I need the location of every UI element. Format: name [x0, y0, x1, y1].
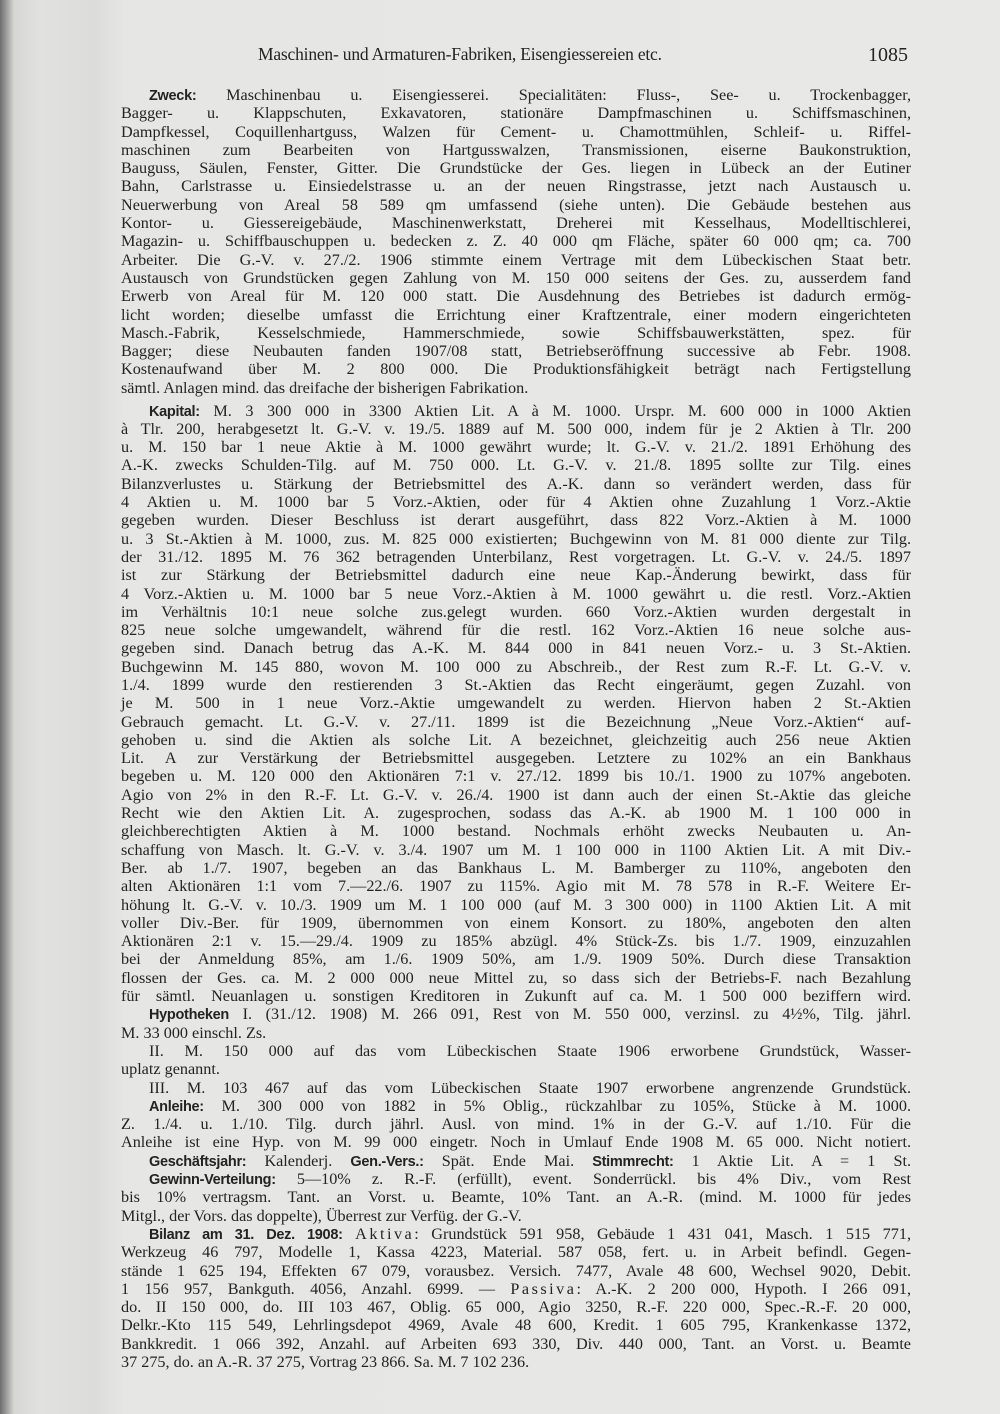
section-heading: Stimmrecht:: [592, 1153, 674, 1170]
text-segment: 1 Aktie Lit. A = 1 St.: [673, 1151, 911, 1170]
text-line: begeben u. M. 120 000 den Aktionären 7:1 v. 27./12. 1899 bis 10./1. 1900 zu 107% angeboten.: [121, 767, 911, 786]
text-line: uplatz genannt.: [121, 1060, 220, 1079]
text-segment: Kalenderj.: [246, 1151, 351, 1170]
section-heading: Gen.-Vers.:: [350, 1153, 424, 1170]
text-line: Delkr.-Kto 115 549, Lehrlingsdepot 4969, Avale 48 600, Kredit. 1 605 795, Krankenkasse 1372,: [121, 1316, 911, 1335]
spaced-label: Aktiva: [355, 1224, 415, 1243]
text-line: alten Aktionären 1:1 vom 7.—22./6. 1907 zu 115%. Agio mit M. 78 578 in R.-F. Weitere Er-: [121, 877, 911, 896]
section-heading: Gewinn-Verteilung:: [149, 1172, 276, 1189]
text-line: Agio von 2% in den R.-F. Lt. G.-V. v. 26./4. 1900 ist dann auch der einen St.-Aktie das gleiche: [121, 785, 911, 804]
text-line: [121, 86, 911, 104]
section-heading: Kapital:: [149, 403, 200, 420]
page-number: 1085: [868, 44, 908, 66]
text-line: flossen der Ges. ca. M. 2 000 000 neue Mittel zu, so dass sich der Betriebs-F. nach Bezahlung: [121, 968, 911, 987]
text-segment: Maschinenbau u. Eisengiesserei. Specialitäten: Fluss-, See- u. Trockenbagger,: [196, 86, 911, 104]
text-line: licht worden; dieselbe umfasst die Errichtung einer Kraftzentrale, einer modern eingerichteten: [121, 305, 911, 324]
text-line: Arbeiter. Die G.-V. v. 27./2. 1906 stimmte einem Vertrage mit dem Lübeckischen Staat betr.: [121, 250, 911, 269]
spaced-label: Passiva: [510, 1279, 577, 1298]
text-line: Bankkredit. 1 066 392, Anzahl. auf Arbeiten 693 330, Div. 440 000, Tant. an Vorst. u. Beamte: [121, 1334, 911, 1353]
text-line: u. 3 St.-Aktien à M. 1000, zus. M. 825 000 existierten; Buchgewinn von M. 81 000 diente zur Tilg.: [121, 529, 911, 548]
text-line: 37 275, do. an A.-R. 37 275, Vortrag 23 866. Sa. M. 7 102 236.: [121, 1352, 530, 1371]
text-segment: [343, 1225, 356, 1243]
text-line: [121, 1005, 911, 1023]
running-title: Maschinen- und Armaturen-Fabriken, Eisengiessereien etc.: [258, 44, 662, 64]
text-line: bei der Anmeldung 85%, am 1./6. 1909 50%, am 1./9. 1909 50%. Durch diese Transaktion: [121, 950, 911, 969]
text-line: III. M. 103 467 auf das vom Lübeckischen Staate 1907 erworbene angrenzende Grundstück.: [149, 1078, 911, 1097]
text-line: Bilanzverlustes u. Stärkung der Betriebsmittel des A.-K. dann so verändert werden, dass für: [121, 474, 911, 493]
text-line: Z. 1./4. u. 1./10. Tilg. durch jährl. Ausl. von mind. 1% in der G.-V. auf 1./10. Für die: [121, 1115, 911, 1134]
text-line: sämtl. Anlagen mind. das dreifache der bisherigen Fabrikation.: [121, 378, 529, 397]
text-line: Masch.-Fabrik, Kesselschmiede, Hammerschmiede, sowie Schiffsbauwerkstätten, spez. für: [121, 323, 911, 342]
text-segment: 5—10% z. R.-F. (erfüllt), event. Sonderrückl. bis 4% Div., vom Rest: [275, 1170, 911, 1189]
text-line: u. M. 150 bar 1 neue Aktie à M. 1000 gewährt wurde; lt. G.-V. v. 21./2. 1891 Erhöhung des: [121, 438, 911, 457]
text-line: Kostenaufwand über M. 2 800 000. Die Produktionsfähigkeit beträgt nach Fertigstellung: [121, 360, 911, 379]
text-segment: 1 156 957, Bankguth. 4056, Anzahl. 6999. —: [121, 1279, 511, 1298]
text-line: Bagger- u. Klappschuten, Exkavatoren, stationäre Dampfmaschinen u. Schiffsmaschinen,: [121, 104, 911, 123]
text-segment: : A.-K. 2 200 000, Hypoth. I 266 091,: [576, 1279, 911, 1298]
text-line: M. 33 000 einschl. Zs.: [121, 1023, 267, 1042]
section-heading: Anleihe:: [149, 1098, 204, 1115]
text-line: für sämtl. Neuanlagen u. sonstigen Kreditoren in Zukunft auf ca. M. 1 500 000 beziffern wird.: [121, 987, 911, 1006]
text-line: 825 neue solche umgewandelt, während für die restl. 162 Vorz.-Aktien 16 neue solche aus-: [121, 621, 911, 640]
text-line: [121, 1097, 911, 1115]
section-heading: Geschäftsjahr:: [149, 1153, 247, 1170]
text-line: Aktionären 2:1 v. 15.—29./4. 1909 zu 185% abzügl. 4% Stück-Zs. bis 1./7. 1909, einzuzahlen: [121, 932, 911, 951]
text-line: Bauguss, Säulen, Fenster, Gitter. Die Grundstücke der Ges. liegen in Lübeck an der Eutiner: [121, 159, 911, 178]
text-line: [121, 1170, 911, 1188]
text-line: Gebrauch gemacht. Lt. G.-V. v. 27./11. 1899 ist die Bezeichnung „Neue Vorz.-Aktien“ auf-: [121, 712, 911, 731]
text-line: Austausch von Grundstücken gegen Zahlung von M. 150 000 seitens der Ges. zu, ausserdem fand: [121, 268, 911, 287]
section-heading: Zweck:: [149, 88, 197, 104]
text-line: do. II 150 000, do. III 103 467, Oblig. 65 000, Agio 3250, R.-F. 220 000, Spec.-R.-F. 20 000,: [121, 1298, 911, 1317]
text-line: Buchgewinn M. 145 880, wovon M. 100 000 zu Abschreib., der Rest zum R.-F. Lt. G.-V. v.: [121, 657, 911, 676]
text-segment: : Grundstück 591 958, Gebäude 1 431 041, Masch. 1 515 771,: [414, 1224, 911, 1243]
text-line: gehoben u. sind die Aktien als solche Lit. A bezeichnet, gleichzeitig auch 256 neue Aktien: [121, 730, 911, 749]
entry-text: [121, 86, 911, 1371]
text-line: Magazin- u. Schiffbauschuppen u. bedecken z. Z. 40 000 qm Fläche, später 60 000 qm; ca. 700: [121, 232, 911, 251]
text-line: stände 1 625 194, Effekten 67 079, vorausbez. Versich. 7477, Avale 48 600, Wechsel 9020, Debit.: [121, 1261, 911, 1280]
text-line: [121, 1280, 911, 1298]
text-line: Neuerwerbung von Areal 58 589 qm umfassend (siehe unten). Die Gebäude bestehen aus: [121, 195, 911, 214]
text-line: Recht wie den Aktien Lit. A. zugesprochen, sodass das A.-K. ab 1900 M. 1 100 000 in: [121, 804, 911, 823]
text-line: gleichberechtigten Aktien à M. 1000 bestand. Nochmals erhöht zwecks Neubauten u. An-: [121, 822, 911, 841]
text-line: bis 10% vertragsm. Tant. an Vorst. u. Beamte, 10% Tant. an A.-R. (mind. M. 1000 für jedes: [121, 1188, 911, 1207]
text-segment: M. 3 300 000 in 3300 Aktien Lit. A à M. 1000. Urspr. M. 600 000 in 1000 Aktien: [199, 401, 911, 420]
text-line: Bagger; diese Neubauten fanden 1907/08 statt, Betriebseröffnung successive ab Febr. 1908.: [121, 342, 911, 361]
text-line: schaffung von Masch. lt. G.-V. v. 3./4. 1907 um M. 1 100 000 in 1100 Aktien Lit. A mit Div.-: [121, 840, 911, 859]
text-line: Ber. ab 1./7. 1907, begeben an das Bankhaus L. M. Bamberger zu 110%, angeboten den: [121, 858, 911, 877]
text-line: [121, 1225, 911, 1243]
text-line: 4 Vorz.-Aktien u. M. 1000 bar 5 neue Vorz.-Aktien à M. 1000 gewährt u. die restl. Vorz.-Aktien: [121, 584, 911, 603]
text-line: ist zur Stärkung der Betriebsmittel dadurch eine neue Kap.-Änderung bewirkt, dass für: [121, 566, 911, 585]
text-line: je M. 500 in 1 neue Vorz.-Aktie umgewandelt zu werden. Hiervon haben 2 St.-Aktien: [121, 694, 911, 713]
text-line: voller Div.-Ber. für 1909, übernommen von einem Konsort. zu 180%, angeboten den alten: [121, 913, 911, 932]
text-line: Mitgl., der Vors. das doppelte), Überrest zur Verfüg. der G.-V.: [121, 1206, 522, 1225]
text-line: Lit. A zur Verstärkung der Betriebsmittel ausgegeben. Letztere zu 102% an ein Bankhaus: [121, 749, 911, 768]
text-line: im Verhältnis 10:1 neue solche zus.gelegt wurden. 660 Vorz.-Aktien wurden dergestalt in: [121, 602, 911, 621]
text-segment: M. 300 000 von 1882 in 5% Oblig., rückzahlbar zu 105%, Stücke à M. 1000.: [203, 1096, 911, 1115]
text-segment: I. (31./12. 1908) M. 266 091, Rest von M. 550 000, verzinsl. zu 4½%, Tilg. jährl.: [229, 1005, 911, 1024]
text-line: gegeben sind. Danach betrug das A.-K. M. 844 000 in 841 neuen Vorz.- u. 3 St.-Aktien.: [121, 639, 911, 658]
text-line: gegeben wurden. Dieser Beschluss ist derart ausgeführt, dass 822 Vorz.-Aktien à M. 1000: [121, 511, 911, 530]
text-segment: Spät. Ende Mai.: [423, 1151, 593, 1170]
text-line: Bahn, Carlstrasse u. Einsiedelstrasse u. an der neuen Ringstrasse, jetzt nach Austausch u.: [121, 177, 911, 196]
text-line: 1./4. 1899 wurde den restierenden 3 St.-Aktien das Recht eingeräumt, gegen Zuzahl. von: [121, 676, 911, 694]
text-line: [121, 1152, 911, 1170]
text-line: Anleihe ist eine Hyp. von M. 99 000 eingetr. Noch in Umlauf Ende 1908 M. 65 000. Nicht notiert.: [121, 1133, 911, 1152]
text-line: Dampfkessel, Coquillenhartguss, Walzen für Cement- u. Chamottmühlen, Schleif- u. Riffel-: [121, 122, 911, 141]
text-line: Kontor- u. Giessereigebäude, Maschinenwerkstatt, Dreherei mit Kesselhaus, Modelltischlerei,: [121, 214, 911, 233]
text-line: Werkzeug 46 797, Modelle 1, Kassa 4223, Material. 587 058, fert. u. in Arbeit befindl. Gegen-: [121, 1243, 911, 1262]
section-heading: Hypotheken: [149, 1007, 229, 1024]
text-line: A.-K. zwecks Schulden-Tilg. auf M. 750 000. Lt. G.-V. v. 21./8. 1895 sollte zur Tilg. eines: [121, 456, 911, 475]
section-heading: Bilanz am 31. Dez. 1908:: [149, 1226, 343, 1243]
text-line: [121, 402, 911, 420]
text-line: der 31./12. 1895 M. 76 362 betragenden Unterbilanz, Rest vorgetragen. Lt. G.-V. v. 24./5. 1897: [121, 547, 911, 566]
text-line: 4 Aktien u. M. 1000 bar 5 Vorz.-Aktien, oder für 4 Aktien ohne Zuzahlung 1 Vorz.-Aktie: [121, 493, 911, 512]
text-line: II. M. 150 000 auf das vom Lübeckischen Staate 1906 erworbene Grundstück, Wasser-: [149, 1041, 911, 1060]
text-line: maschinen zum Bearbeiten von Hartgusswalzen, Transmissionen, eiserne Baukonstruktion,: [121, 140, 911, 159]
text-line: à Tlr. 200, herabgesetzt lt. G.-V. v. 19./5. 1889 auf M. 500 000, indem für je 2 Aktien à Tlr. 200: [121, 419, 911, 438]
text-line: höhung lt. G.-V. v. 10./3. 1909 um M. 1 100 000 (auf M. 3 300 000) in 1100 Aktien Lit. A mit: [121, 895, 911, 914]
text-line: Erwerb von Areal für M. 120 000 statt. Die Ausdehnung des Betriebes ist dadurch ermög-: [121, 287, 911, 306]
